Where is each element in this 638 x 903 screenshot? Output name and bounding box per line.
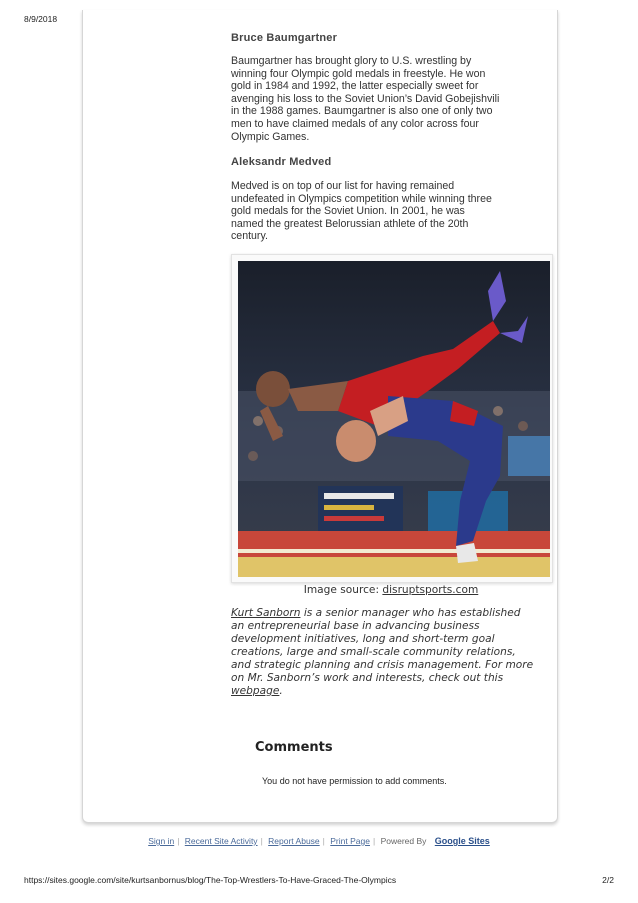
bio-end: . bbox=[279, 685, 283, 697]
print-footer bbox=[24, 875, 614, 887]
bio-line: creations, large and small-scale community relations, bbox=[231, 646, 516, 658]
text-line: in the 1988 games. Baumgartner is also one of only two bbox=[231, 105, 493, 118]
text-line: named the greatest Belorussian athlete of the 20th bbox=[231, 217, 469, 230]
bio-line bbox=[231, 685, 543, 698]
comments-permission-note: You do not have permission to add comments. bbox=[262, 776, 447, 786]
text-line: undefeated in Olympics competition while winning three bbox=[231, 192, 492, 205]
section-text-medved bbox=[231, 180, 543, 243]
google-sites-link[interactable]: Google Sites bbox=[434, 836, 490, 846]
text-line: Olympic Games. bbox=[231, 130, 310, 143]
site-footer bbox=[0, 836, 638, 846]
comments-heading: Comments bbox=[255, 740, 333, 755]
bio-line: and strategic planning and crisis management. For more bbox=[231, 659, 534, 671]
footer-separator: | bbox=[372, 836, 376, 846]
print-url: https://sites.google.com/site/kurtsanbornus/blog/The-Top-Wrestlers-To-Have-Graced-The-Olympics bbox=[24, 875, 397, 885]
print-date: 8/9/2018 bbox=[24, 14, 58, 24]
wrestling-photo[interactable] bbox=[231, 254, 553, 583]
photo-canvas bbox=[238, 261, 550, 577]
image-source-link[interactable]: disruptsports.com bbox=[382, 584, 479, 596]
recent-site-activity-link[interactable]: Recent Site Activity bbox=[184, 836, 258, 846]
bio-text: is a senior manager who has established bbox=[300, 607, 521, 619]
bio-line bbox=[231, 607, 543, 620]
text-line: Medved is on top of our list for having remained bbox=[231, 180, 455, 192]
text-line: Baumgartner has brought glory to U.S. wrestling by bbox=[231, 55, 472, 67]
print-page-number: 2/2 bbox=[602, 875, 614, 885]
sign-in-link[interactable]: Sign in bbox=[148, 836, 175, 846]
text-line: avenging his loss to the Soviet Union’s David Gobejishvili bbox=[231, 92, 500, 105]
author-bio bbox=[231, 607, 543, 698]
section-heading-medved: Aleksandr Medved bbox=[231, 156, 332, 168]
text-line: century. bbox=[231, 230, 268, 243]
text-line: winning four Olympic gold medals in freestyle. He won bbox=[231, 67, 486, 80]
text-line: men to have claimed medals of any color across four bbox=[231, 117, 479, 130]
report-abuse-link[interactable]: Report Abuse bbox=[268, 836, 320, 846]
bio-line: on Mr. Sanborn’s work and interests, check out this bbox=[231, 672, 504, 684]
bio-line: development initiatives, long and short-term goal bbox=[231, 633, 495, 645]
image-caption bbox=[231, 584, 551, 596]
footer-separator: | bbox=[260, 836, 263, 846]
footer-separator: | bbox=[177, 836, 180, 846]
print-page-link[interactable]: Print Page bbox=[330, 836, 370, 846]
caption-prefix: Image source: bbox=[303, 584, 383, 596]
text-line: gold in 1984 and 1992, the latter especially sweet for bbox=[231, 80, 479, 93]
section-text-baumgartner bbox=[231, 55, 543, 143]
powered-by-label: Powered By bbox=[380, 836, 427, 846]
webpage-link[interactable]: webpage bbox=[231, 685, 280, 697]
footer-separator: | bbox=[322, 836, 325, 846]
author-link[interactable]: Kurt Sanborn bbox=[231, 607, 301, 619]
bio-line: an entrepreneurial base in advancing business bbox=[231, 620, 480, 632]
section-heading-baumgartner: Bruce Baumgartner bbox=[231, 32, 338, 44]
text-line: gold medals for the Soviet Union. In 2001, he was bbox=[231, 205, 465, 218]
